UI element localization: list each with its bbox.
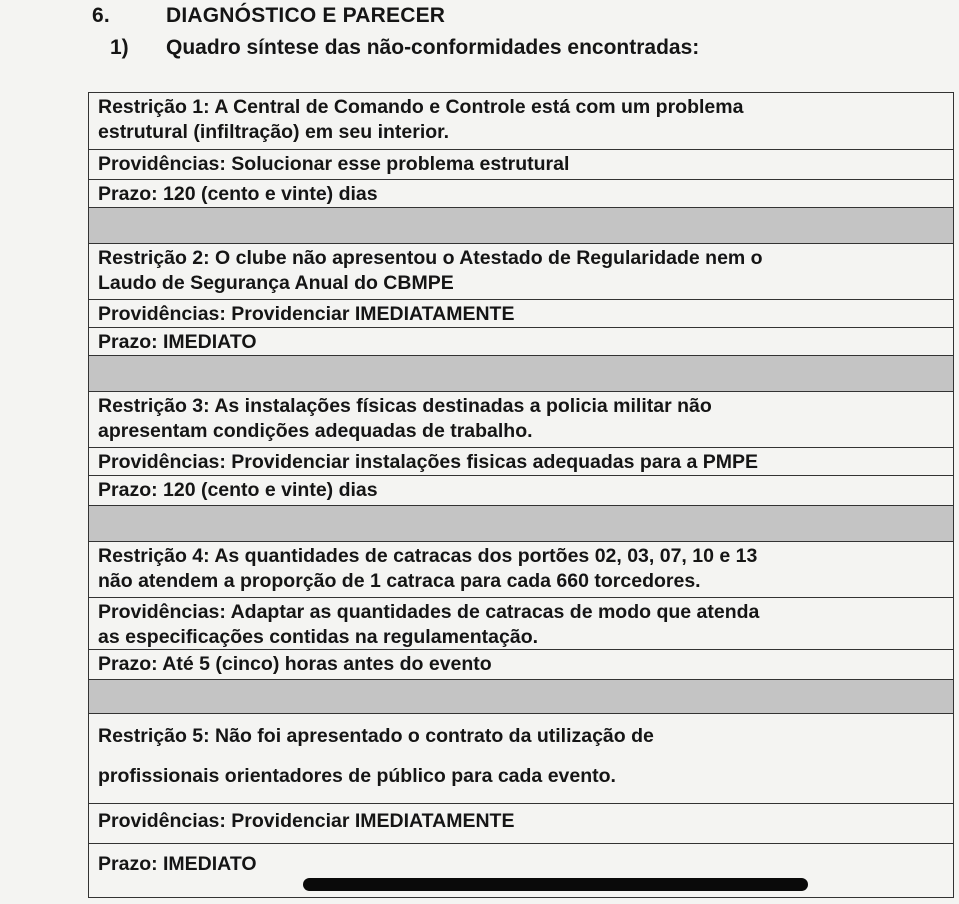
providencias-4-row (89, 597, 953, 649)
prazo-1-row (89, 179, 953, 207)
providencias-4-line-2: as especificações contidas na regulamentação. (98, 626, 539, 648)
subsection-number: 1) (110, 36, 129, 59)
restricao-1-row (89, 93, 953, 149)
restricao-5-line-1: Restrição 5: Não foi apresentado o contrato da utilização de (98, 725, 654, 747)
prazo-2-row (89, 327, 953, 355)
providencias-4-line-1: Providências: Adaptar as quantidades de catracas de modo que atenda (98, 601, 760, 623)
restricao-4-line-1: Restrição 4: As quantidades de catracas dos portões 02, 03, 07, 10 e 13 (98, 545, 758, 567)
restricao-3-line-1: Restrição 3: As instalações físicas destinadas a policia militar não (98, 395, 712, 417)
separator-row (89, 679, 953, 713)
restricao-4-row (89, 541, 953, 597)
section-heading (92, 4, 445, 28)
section-number: 6. (92, 4, 110, 27)
restricao-3-row (89, 391, 953, 447)
restricao-2-row (89, 243, 953, 299)
restricao-1-line-1: Restrição 1: A Central de Comando e Controle está com um problema (98, 96, 744, 118)
restricao-1-line-2: estrutural (infiltração) em seu interior. (98, 121, 450, 143)
prazo-4-row (89, 649, 953, 679)
restricao-2-line-2: Laudo de Segurança Anual do CBMPE (98, 272, 454, 294)
restricao-4-line-2: não atendem a proporção de 1 catraca para cada 660 torcedores. (98, 570, 701, 592)
restricao-5-row (89, 713, 953, 803)
section-title: DIAGNÓSTICO E PARECER (166, 4, 446, 27)
providencias-5-line-1: Providências: Providenciar IMEDIATAMENTE (98, 810, 515, 832)
subsection-title: Quadro síntese das não-conformidades encontradas: (166, 36, 700, 59)
prazo-1: Prazo: 120 (cento e vinte) dias (98, 183, 378, 205)
prazo-3: Prazo: 120 (cento e vinte) dias (98, 479, 378, 501)
prazo-4: Prazo: Até 5 (cinco) horas antes do evento (98, 653, 492, 675)
providencias-3-row (89, 447, 953, 475)
subsection-heading (110, 36, 699, 60)
restricao-2-line-1: Restrição 2: O clube não apresentou o Atestado de Regularidade nem o (98, 247, 763, 269)
prazo-3-row (89, 475, 953, 505)
providencias-2-line-1: Providências: Providenciar IMEDIATAMENTE (98, 303, 515, 325)
nonconformity-table (88, 92, 954, 898)
providencias-2-row (89, 299, 953, 327)
home-indicator-bar[interactable] (303, 878, 808, 891)
restricao-3-line-2: apresentam condições adequadas de trabalho. (98, 420, 533, 442)
providencias-5-row (89, 803, 953, 843)
separator-row (89, 355, 953, 391)
restricao-5-line-2: profissionais orientadores de público para cada evento. (98, 765, 616, 787)
providencias-1-line-1: Providências: Solucionar esse problema estrutural (98, 153, 570, 175)
prazo-5: Prazo: IMEDIATO (98, 853, 257, 875)
separator-row (89, 505, 953, 541)
providencias-3-line-1: Providências: Providenciar instalações fisicas adequadas para a PMPE (98, 451, 759, 473)
prazo-2: Prazo: IMEDIATO (98, 331, 257, 353)
separator-row (89, 207, 953, 243)
providencias-1-row (89, 149, 953, 179)
